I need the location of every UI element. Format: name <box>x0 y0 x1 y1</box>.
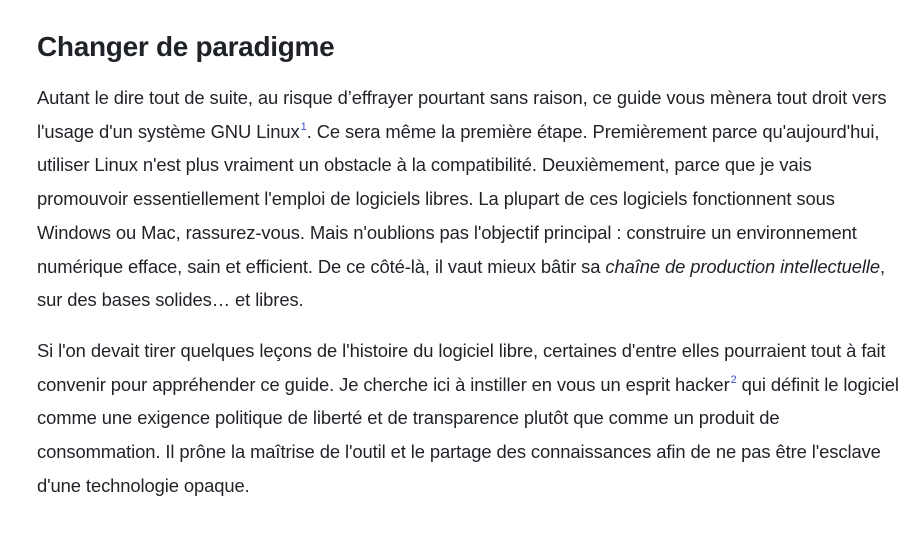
footnote-ref-2[interactable]: 2 <box>730 373 737 386</box>
paragraph-1-text-b: . Ce sera même la première étape. Premièrement parce qu'aujourd'hui, utiliser Linux n'est plus vraiment un obstacle à la compatibilité. Deuxièmement, parce que je vais promouvoir essentiellement l'emploi de logiciels libres. La plupart de ces logiciels fonctionnent sous Windows ou Mac, rassurez-vous. Mais n'oublions pas l'objectif principal : construire un environnement numérique efface, sain et efficient. De ce côté-là, il vaut mieux bâtir sa <box>37 120 880 277</box>
paragraph-1-text-c: , sur des bases solides… et libres. <box>37 255 885 311</box>
paragraph-2-text-a: Si l'on devait tirer quelques leçons de l'histoire du logiciel libre, certaines d'entre elles pourraient tout à fait convenir pour appréhender ce guide. Je cherche ici à instiller en vous un esprit hacker <box>37 339 886 395</box>
emphasis-text: chaîne de production intellectuelle <box>605 255 880 277</box>
paragraph-1-text-a: Autant le dire tout de suite, au risque d’effrayer pourtant sans raison, ce guide vous mènera tout droit vers l'usage d'un système GNU Linux <box>37 87 887 142</box>
section-heading: Changer de paradigme <box>37 31 335 62</box>
paragraph-2-text-b: qui définit le logiciel comme une exigence politique de liberté et de transparence plutôt que comme un produit de consommation. Il prône la maîtrise de l'outil et le partage des connaissances afin de ne pas être l'esclave d'une technologie opaque. <box>37 373 899 496</box>
article <box>37 26 905 519</box>
paragraph-2 <box>37 334 905 503</box>
paragraph-1 <box>37 81 905 317</box>
footnote-ref-1[interactable]: 1 <box>300 120 307 133</box>
